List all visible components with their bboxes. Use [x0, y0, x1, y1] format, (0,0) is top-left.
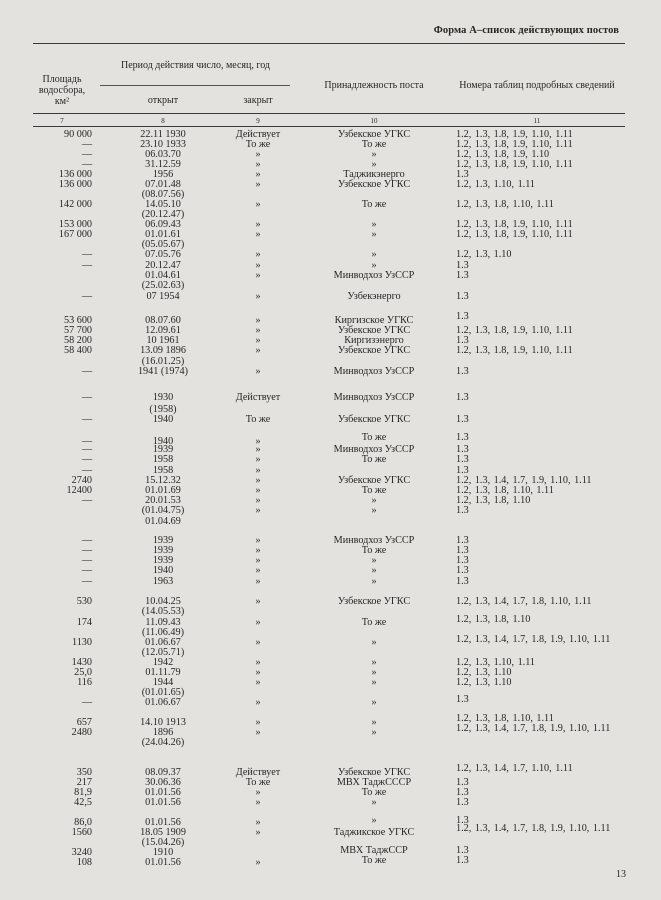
cell-tables: 1.2, 1.3, 1.10, 1.11 [456, 179, 536, 190]
cell-owner: » [371, 249, 377, 260]
cell-area: 657 [76, 717, 92, 728]
cell-opened: 23.10 1933 [140, 139, 186, 150]
cell-opened: 18.05 1909 [140, 827, 186, 838]
cell-opened: 14.10 1913 [140, 717, 186, 728]
cell-closed: » [255, 485, 261, 496]
cell-closed: » [255, 159, 261, 170]
cell-opened: (01.01.65) [141, 687, 185, 698]
cell-opened: (24.04.26) [141, 737, 185, 748]
cell-opened: 20.12.47 [145, 260, 181, 271]
table-row [0, 855, 661, 871]
cell-owner: Узбекское УГКС [337, 475, 411, 486]
cell-tables: 1.2, 1.3, 1.8, 1.10, 1.11 [456, 713, 554, 724]
cell-tables: 1.2, 1.3, 1.8, 1.9, 1.10, 1.11 [456, 345, 573, 356]
cell-closed: Действует [235, 129, 281, 140]
cell-owner: Таджикское УГКС [333, 827, 415, 838]
cell-area: — [81, 159, 92, 170]
cell-opened: 07.01.48 [145, 179, 181, 190]
col-number-closed: 9 [256, 117, 260, 125]
table-row [0, 517, 661, 530]
column-number-rule [33, 126, 625, 127]
cell-owner: » [371, 637, 377, 648]
cell-owner: Узбекское УГКС [337, 596, 411, 607]
cell-opened: 15.12.32 [145, 475, 181, 486]
cell-owner: » [371, 565, 377, 576]
col-header-owner: Принадлежность поста [324, 80, 424, 91]
cell-owner: Узбекское УГКС [337, 325, 411, 336]
cell-closed: » [255, 787, 261, 798]
cell-opened: 1910 [152, 847, 174, 858]
cell-opened: 06.03.70 [145, 149, 181, 160]
cell-closed: » [255, 565, 261, 576]
cell-tables: 1.3 [456, 311, 469, 322]
cell-closed: » [255, 436, 261, 447]
col-number-area: 7 [60, 117, 64, 125]
cell-opened: 01.06.67 [145, 637, 181, 648]
cell-tables: 1.2, 1.3, 1.4, 1.7, 1.8, 1.9, 1.10, 1.11 [456, 823, 611, 834]
cell-owner: » [371, 555, 377, 566]
cell-opened: (08.07.56) [141, 189, 185, 200]
cell-opened: 30.06.36 [145, 777, 181, 788]
cell-opened: 1956 [152, 169, 174, 180]
cell-opened: (01.04.75) [141, 505, 185, 516]
cell-opened: (12.05.71) [141, 647, 185, 658]
cell-owner: » [371, 260, 377, 271]
cell-owner: Киргизэнерго [344, 335, 404, 346]
cell-tables: 1.2, 1.3, 1.8, 1.9, 1.10, 1.11 [456, 325, 573, 336]
cell-opened: (11.06.49) [141, 627, 185, 638]
header-rule [33, 43, 625, 44]
cell-opened: 1941 (1974) [137, 366, 189, 377]
cell-owner: Узбекское УГКС [337, 414, 411, 425]
cell-opened: (14.05.53) [141, 606, 185, 617]
cell-area: 174 [76, 617, 92, 628]
cell-closed: » [255, 345, 261, 356]
col-header-period: Период действия число, месяц, год [120, 60, 271, 71]
cell-closed: » [255, 315, 261, 326]
cell-tables: 1.3 [456, 535, 469, 546]
cell-owner: То же [361, 432, 387, 443]
cell-owner: » [371, 219, 377, 230]
cell-closed: То же [245, 139, 271, 150]
cell-closed: Действует [235, 767, 281, 778]
cell-closed: » [255, 555, 261, 566]
cell-opened: 1940 [152, 436, 174, 447]
cell-tables: 1.3 [456, 366, 469, 377]
cell-closed: » [255, 637, 261, 648]
cell-opened: 1939 [152, 555, 174, 566]
cell-owner: Киргизское УГКС [334, 315, 414, 326]
cell-opened: 01.04.61 [145, 270, 181, 281]
header-bottom-rule [33, 113, 625, 114]
cell-area: 142 000 [58, 199, 92, 210]
cell-opened: 14.05.10 [145, 199, 181, 210]
cell-opened: 08.09.37 [145, 767, 181, 778]
cell-closed: » [255, 857, 261, 868]
cell-area: 108 [76, 857, 92, 868]
cell-closed: » [255, 366, 261, 377]
period-subrule [100, 85, 290, 86]
cell-tables: 1.3 [456, 392, 469, 403]
cell-tables: 1.2, 1.3, 1.4, 1.7, 1.8, 1.9, 1.10, 1.11 [456, 634, 611, 645]
cell-opened: 1939 [152, 545, 174, 556]
cell-closed: » [255, 335, 261, 346]
cell-tables: 1.2, 1.3, 1.10 [456, 667, 512, 678]
cell-opened: 10 1961 [146, 335, 180, 346]
col-number-owner: 10 [370, 117, 378, 125]
cell-owner: » [371, 229, 377, 240]
cell-closed: » [255, 270, 261, 281]
cell-closed: » [255, 727, 261, 738]
cell-closed: » [255, 596, 261, 607]
cell-opened: (1958) [149, 404, 177, 415]
cell-tables: 1.3 [456, 260, 469, 271]
cell-owner: МВХ ТаджССР [340, 845, 408, 856]
cell-owner: То же [361, 617, 387, 628]
col-number-opened: 8 [161, 117, 165, 125]
cell-owner: Минводхоз УзССР [333, 366, 415, 377]
cell-opened: 1958 [152, 454, 174, 465]
cell-tables: 1.2, 1.3, 1.10 [456, 677, 512, 688]
cell-tables: 1.3 [456, 432, 469, 443]
cell-closed: » [255, 444, 261, 455]
cell-area: — [81, 545, 92, 556]
cell-area: 42,5 [74, 797, 92, 808]
cell-owner: » [371, 149, 377, 160]
cell-area: — [81, 576, 92, 587]
cell-area: 136 000 [58, 169, 92, 180]
cell-area: 167 000 [58, 229, 92, 240]
cell-tables: 1.2, 1.3, 1.8, 1.9, 1.10, 1.11 [456, 219, 573, 230]
cell-closed: Действует [235, 392, 281, 403]
cell-area: — [81, 535, 92, 546]
cell-tables: 1.3 [456, 414, 469, 425]
cell-tables: 1.3 [456, 270, 469, 281]
cell-closed: » [255, 545, 261, 556]
cell-opened: (15.04.26) [141, 837, 185, 848]
cell-tables: 1.3 [456, 777, 469, 788]
page-number: 13 [616, 869, 626, 880]
cell-closed: » [255, 179, 261, 190]
cell-opened: 1939 [152, 444, 174, 455]
table-row [0, 698, 661, 711]
cell-closed: » [255, 454, 261, 465]
cell-tables: 1.3 [456, 505, 469, 516]
cell-opened: (05.05.67) [141, 239, 185, 250]
cell-opened: 31.12.59 [145, 159, 181, 170]
cell-owner: » [371, 505, 377, 516]
cell-closed: » [255, 717, 261, 728]
cell-closed: » [255, 617, 261, 628]
cell-closed: » [255, 797, 261, 808]
cell-area: 2740 [71, 475, 92, 486]
cell-area: 25,0 [74, 667, 92, 678]
cell-owner: То же [361, 454, 387, 465]
cell-opened: 01.01.56 [145, 857, 181, 868]
col-header-tables: Номера таблиц подробных сведений [459, 80, 615, 91]
cell-area: — [81, 495, 92, 506]
cell-closed: » [255, 325, 261, 336]
cell-area: 530 [76, 596, 92, 607]
cell-closed: » [255, 677, 261, 688]
cell-owner: То же [361, 787, 387, 798]
cell-area: 90 000 [63, 129, 92, 140]
cell-area: — [81, 149, 92, 160]
cell-closed: » [255, 219, 261, 230]
cell-tables: 1.2, 1.3, 1.4, 1.7, 1.8, 1.10, 1.11 [456, 596, 592, 607]
cell-tables: 1.3 [456, 169, 469, 180]
cell-opened: 1930 [152, 392, 174, 403]
cell-opened: 01.01.69 [145, 485, 181, 496]
cell-area: — [81, 465, 92, 476]
cell-opened: 20.01.53 [145, 495, 181, 506]
cell-opened: 1940 [152, 414, 174, 425]
cell-tables: 1.2, 1.3, 1.8, 1.9, 1.10, 1.11 [456, 129, 573, 140]
cell-area: 58 400 [63, 345, 92, 356]
cell-opened: 07.05.76 [145, 249, 181, 260]
cell-tables: 1.3 [456, 545, 469, 556]
cell-closed: То же [245, 414, 271, 425]
cell-closed: » [255, 249, 261, 260]
cell-tables: 1.2, 1.3, 1.8, 1.10 [456, 495, 531, 506]
cell-owner: То же [361, 545, 387, 556]
cell-owner: Минводхоз УзССР [333, 270, 415, 281]
cell-area: 153 000 [58, 219, 92, 230]
cell-area: 53 600 [63, 315, 92, 326]
cell-area: — [81, 444, 92, 455]
cell-owner: МВХ ТаджСССР [336, 777, 412, 788]
cell-tables: 1.3 [456, 787, 469, 798]
cell-area: 58 200 [63, 335, 92, 346]
cell-opened: 11.09.43 [145, 617, 181, 628]
col-header-area: Площадь водосбора, км² [38, 74, 86, 107]
cell-tables: 1.2, 1.3, 1.8, 1.10 [456, 614, 531, 625]
cell-area: 1430 [71, 657, 92, 668]
cell-tables: 1.3 [456, 444, 469, 455]
cell-opened: 10.04.25 [145, 596, 181, 607]
cell-tables: 1.2, 1.3, 1.10 [456, 249, 512, 260]
cell-owner: » [371, 657, 377, 668]
cell-tables: 1.3 [456, 454, 469, 465]
cell-opened: 1940 [152, 565, 174, 576]
cell-closed: » [255, 169, 261, 180]
cell-area: 2480 [71, 727, 92, 738]
table-row [0, 415, 661, 428]
cell-owner: » [371, 797, 377, 808]
cell-closed: То же [245, 777, 271, 788]
cell-opened: 1942 [152, 657, 174, 668]
cell-owner: Минводхоз УзССР [333, 392, 415, 403]
cell-closed: » [255, 149, 261, 160]
cell-owner: То же [361, 485, 387, 496]
cell-area: 57 700 [63, 325, 92, 336]
cell-owner: Таджикэнерго [343, 169, 405, 180]
cell-closed: » [255, 199, 261, 210]
cell-closed: » [255, 495, 261, 506]
cell-area: 116 [77, 677, 92, 688]
cell-opened: (25.02.63) [141, 280, 185, 291]
col-header-closed: закрыт [243, 95, 273, 106]
cell-opened: 08.07.60 [145, 315, 181, 326]
cell-tables: 1.2, 1.3, 1.8, 1.9, 1.10, 1.11 [456, 139, 573, 150]
cell-tables: 1.3 [456, 465, 469, 476]
table-row [0, 292, 661, 305]
cell-owner: То же [361, 855, 387, 866]
cell-tables: 1.2, 1.3, 1.8, 1.10, 1.11 [456, 199, 554, 210]
table-row [0, 738, 661, 751]
table-row [0, 798, 661, 811]
cell-area: — [81, 249, 92, 260]
cell-tables: 1.2, 1.3, 1.4, 1.7, 1.8, 1.9, 1.10, 1.11 [456, 723, 611, 734]
cell-opened: 12.09.61 [145, 325, 181, 336]
cell-closed: » [255, 817, 261, 828]
cell-opened: 06.09.43 [145, 219, 181, 230]
cell-owner: » [371, 576, 377, 587]
cell-owner: » [371, 677, 377, 688]
cell-opened: 1958 [152, 465, 174, 476]
cell-tables: 1.2, 1.3, 1.4, 1.7, 1.10, 1.11 [456, 763, 573, 774]
cell-area: 86,0 [74, 817, 92, 828]
cell-opened: (20.12.47) [141, 209, 185, 220]
cell-tables: 1.2, 1.3, 1.8, 1.9, 1.10 [456, 149, 550, 160]
cell-owner: Узбекэнерго [347, 291, 401, 302]
cell-owner: То же [361, 199, 387, 210]
cell-closed: » [255, 260, 261, 271]
cell-area: 1130 [72, 637, 92, 648]
cell-area: — [81, 565, 92, 576]
cell-owner: » [371, 667, 377, 678]
cell-opened: 1944 [152, 677, 174, 688]
cell-area: 1560 [71, 827, 92, 838]
cell-closed: » [255, 229, 261, 240]
cell-opened: 01.04.69 [145, 516, 181, 527]
cell-owner: » [371, 727, 377, 738]
col-number-tables: 11 [533, 117, 541, 125]
table-row [0, 577, 661, 590]
cell-closed: » [255, 657, 261, 668]
cell-area: — [81, 291, 92, 302]
cell-area: — [81, 697, 92, 708]
cell-area: 12400 [66, 485, 92, 496]
cell-area: — [81, 414, 92, 425]
cell-opened: 01.01.56 [145, 797, 181, 808]
cell-owner: » [371, 697, 377, 708]
cell-tables: 1.3 [456, 335, 469, 346]
cell-opened: 22.11 1930 [140, 129, 186, 140]
cell-opened: (16.01.25) [141, 356, 185, 367]
cell-owner: Узбекское УГКС [337, 767, 411, 778]
cell-opened: 1963 [152, 576, 174, 587]
cell-owner: » [371, 815, 377, 826]
cell-owner: Узбекское УГКС [337, 179, 411, 190]
cell-area: — [81, 555, 92, 566]
cell-closed: » [255, 465, 261, 476]
cell-area: — [81, 139, 92, 150]
cell-opened: 13.09 1896 [140, 345, 186, 356]
cell-tables: 1.3 [456, 555, 469, 566]
cell-tables: 1.3 [456, 291, 469, 302]
cell-area: 136 000 [58, 179, 92, 190]
cell-area: 350 [76, 767, 92, 778]
cell-owner: Узбекское УГКС [337, 129, 411, 140]
cell-owner: » [371, 159, 377, 170]
cell-area: — [81, 436, 92, 447]
cell-tables: 1.3 [456, 815, 469, 826]
cell-opened: 1896 [152, 727, 174, 738]
cell-area: — [81, 454, 92, 465]
cell-owner: Минводхоз УзССР [333, 535, 415, 546]
cell-area: 81,9 [74, 787, 92, 798]
table-row [0, 367, 661, 380]
cell-area: — [81, 366, 92, 377]
cell-tables: 1.2, 1.3, 1.8, 1.10, 1.11 [456, 485, 554, 496]
cell-closed: » [255, 576, 261, 587]
page-header-title: Форма А–список действующих постов [433, 25, 619, 36]
cell-area: — [81, 392, 92, 403]
cell-tables: 1.3 [456, 576, 469, 587]
cell-owner: То же [361, 139, 387, 150]
cell-area: — [81, 260, 92, 271]
cell-owner: Минводхоз УзССР [333, 444, 415, 455]
cell-opened: 01.11.79 [145, 667, 181, 678]
cell-tables: 1.3 [456, 694, 469, 705]
cell-closed: » [255, 535, 261, 546]
cell-area: 217 [76, 777, 92, 788]
cell-opened: 01.06.67 [145, 697, 181, 708]
cell-owner: Узбекское УГКС [337, 345, 411, 356]
cell-tables: 1.3 [456, 797, 469, 808]
cell-tables: 1.3 [456, 565, 469, 576]
cell-owner: » [371, 495, 377, 506]
cell-owner: » [371, 717, 377, 728]
cell-closed: » [255, 291, 261, 302]
cell-opened: 01.01.56 [145, 787, 181, 798]
cell-closed: » [255, 697, 261, 708]
cell-opened: 07 1954 [146, 291, 180, 302]
cell-closed: » [255, 505, 261, 516]
cell-closed: » [255, 827, 261, 838]
col-header-opened: открыт [147, 95, 179, 106]
cell-tables: 1.2, 1.3, 1.8, 1.9, 1.10, 1.11 [456, 159, 573, 170]
cell-tables: 1.2, 1.3, 1.8, 1.9, 1.10, 1.11 [456, 229, 573, 240]
cell-closed: » [255, 475, 261, 486]
cell-opened: 01.01.61 [145, 229, 181, 240]
cell-tables: 1.2, 1.3, 1.4, 1.7, 1.9, 1.10, 1.11 [456, 475, 592, 486]
cell-tables: 1.3 [456, 855, 469, 866]
cell-tables: 1.2, 1.3, 1.10, 1.11 [456, 657, 536, 668]
cell-opened: 01.01.56 [145, 817, 181, 828]
cell-area: 3240 [71, 847, 92, 858]
cell-tables: 1.3 [456, 845, 469, 856]
cell-opened: 1939 [152, 535, 174, 546]
cell-closed: » [255, 667, 261, 678]
